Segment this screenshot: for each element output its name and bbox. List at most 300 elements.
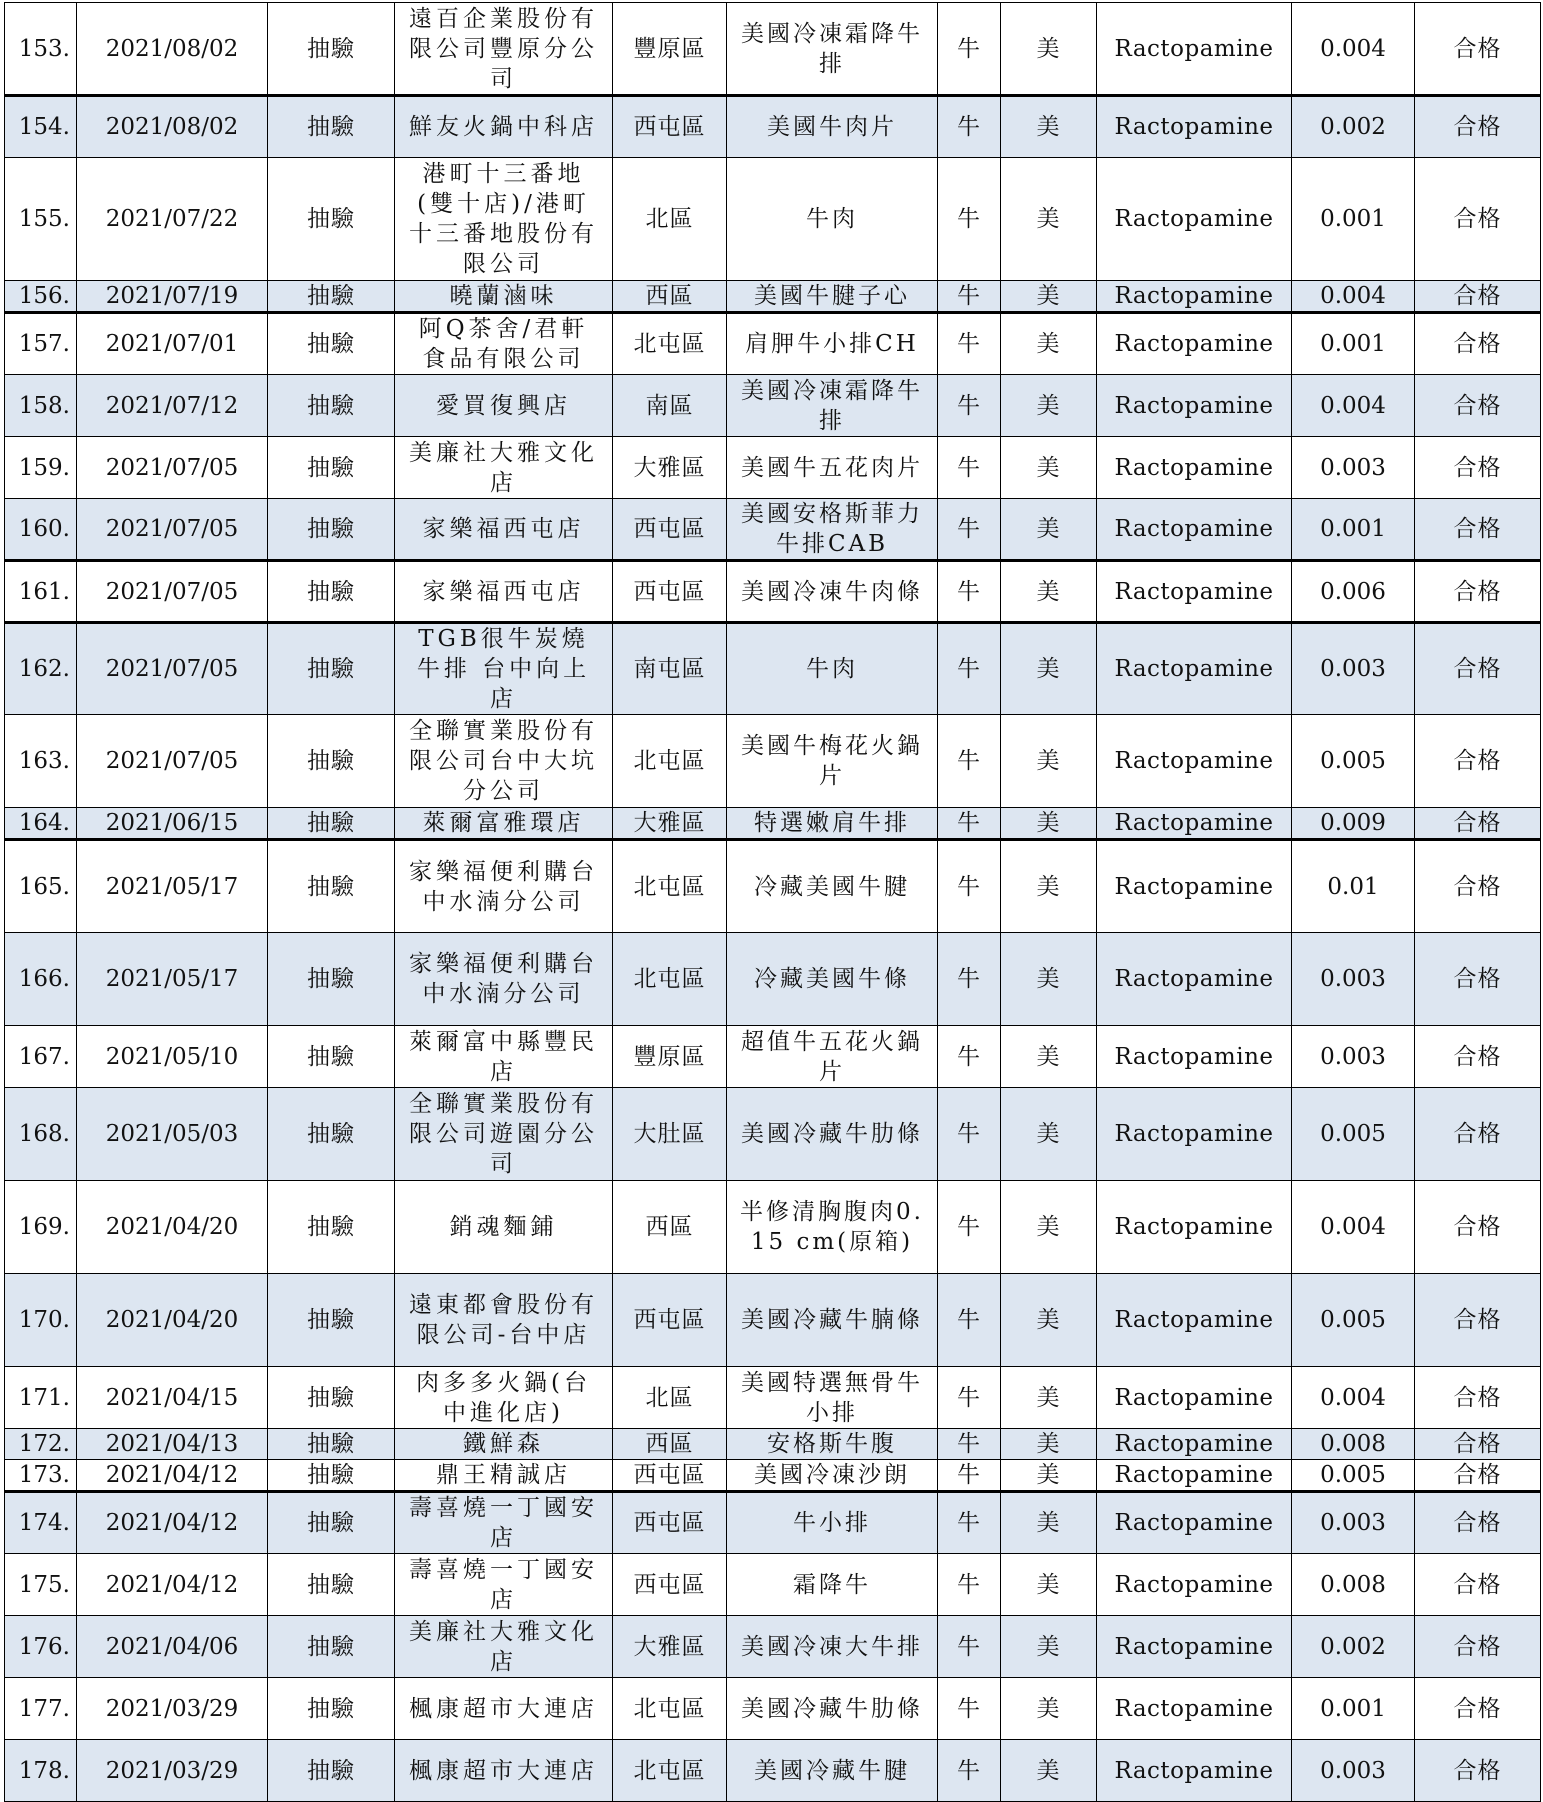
cell-test-result: 合格 (1415, 1367, 1541, 1429)
cell-district: 北屯區 (613, 933, 727, 1026)
cell-residue-value: 0.004 (1292, 375, 1415, 437)
cell-drug-tested: Ractopamine (1097, 3, 1292, 96)
cell-product-name: 牛小排 (727, 1492, 938, 1554)
cell-test-result: 合格 (1415, 1460, 1541, 1492)
table-row (5, 1429, 1541, 1460)
cell-meat-category: 牛 (938, 1367, 1001, 1429)
cell-row-number: 153. (5, 3, 77, 96)
cell-row-number: 156. (5, 281, 77, 313)
cell-meat-category: 牛 (938, 1181, 1001, 1274)
cell-inspection-type: 抽驗 (268, 623, 395, 715)
cell-drug-tested: Ractopamine (1097, 1554, 1292, 1616)
cell-product-name: 牛肉 (727, 158, 938, 281)
cell-inspection-date: 2021/05/10 (77, 1026, 268, 1088)
cell-meat-category: 牛 (938, 1554, 1001, 1616)
cell-residue-value: 0.005 (1292, 715, 1415, 808)
cell-district: 大雅區 (613, 808, 727, 840)
cell-meat-category: 牛 (938, 3, 1001, 96)
cell-meat-category: 牛 (938, 561, 1001, 623)
cell-product-name: 美國冷藏牛腱 (727, 1740, 938, 1802)
cell-drug-tested: Ractopamine (1097, 808, 1292, 840)
cell-test-result: 合格 (1415, 840, 1541, 933)
cell-test-result: 合格 (1415, 1181, 1541, 1274)
cell-inspection-type: 抽驗 (268, 499, 395, 561)
cell-district: 西屯區 (613, 1460, 727, 1492)
cell-inspection-type: 抽驗 (268, 437, 395, 499)
cell-drug-tested: Ractopamine (1097, 1740, 1292, 1802)
cell-drug-tested: Ractopamine (1097, 1429, 1292, 1460)
cell-test-result: 合格 (1415, 561, 1541, 623)
cell-vendor-name: 阿Q茶舍/君軒食品有限公司 (395, 313, 613, 375)
cell-origin-country: 美 (1001, 1026, 1097, 1088)
cell-test-result: 合格 (1415, 1088, 1541, 1181)
cell-vendor-name: 遠東都會股份有限公司-台中店 (395, 1274, 613, 1367)
cell-row-number: 176. (5, 1616, 77, 1678)
table-row (5, 1088, 1541, 1181)
table-row (5, 1460, 1541, 1492)
cell-meat-category: 牛 (938, 281, 1001, 313)
cell-meat-category: 牛 (938, 499, 1001, 561)
cell-inspection-date: 2021/07/05 (77, 623, 268, 715)
cell-district: 豐原區 (613, 1026, 727, 1088)
cell-product-name: 美國特選無骨牛小排 (727, 1367, 938, 1429)
cell-origin-country: 美 (1001, 1492, 1097, 1554)
table-row (5, 1616, 1541, 1678)
cell-inspection-date: 2021/07/05 (77, 561, 268, 623)
table-row (5, 1181, 1541, 1274)
cell-test-result: 合格 (1415, 1678, 1541, 1740)
cell-vendor-name: 壽喜燒一丁國安店 (395, 1492, 613, 1554)
cell-inspection-date: 2021/05/03 (77, 1088, 268, 1181)
cell-row-number: 166. (5, 933, 77, 1026)
table-row (5, 1678, 1541, 1740)
cell-test-result: 合格 (1415, 437, 1541, 499)
cell-district: 西屯區 (613, 561, 727, 623)
cell-test-result: 合格 (1415, 499, 1541, 561)
cell-vendor-name: 愛買復興店 (395, 375, 613, 437)
cell-test-result: 合格 (1415, 1429, 1541, 1460)
cell-row-number: 167. (5, 1026, 77, 1088)
cell-inspection-date: 2021/05/17 (77, 840, 268, 933)
cell-residue-value: 0.003 (1292, 1026, 1415, 1088)
cell-vendor-name: 家樂福西屯店 (395, 561, 613, 623)
cell-meat-category: 牛 (938, 1740, 1001, 1802)
cell-origin-country: 美 (1001, 3, 1097, 96)
cell-product-name: 美國牛肉片 (727, 96, 938, 158)
cell-origin-country: 美 (1001, 1460, 1097, 1492)
cell-row-number: 161. (5, 561, 77, 623)
cell-product-name: 超值牛五花火鍋片 (727, 1026, 938, 1088)
cell-inspection-date: 2021/04/12 (77, 1554, 268, 1616)
cell-origin-country: 美 (1001, 1616, 1097, 1678)
cell-origin-country: 美 (1001, 437, 1097, 499)
table-row (5, 623, 1541, 715)
cell-meat-category: 牛 (938, 933, 1001, 1026)
cell-test-result: 合格 (1415, 375, 1541, 437)
cell-inspection-date: 2021/03/29 (77, 1740, 268, 1802)
cell-district: 北屯區 (613, 1678, 727, 1740)
cell-residue-value: 0.005 (1292, 1088, 1415, 1181)
cell-product-name: 美國冷藏牛腩條 (727, 1274, 938, 1367)
cell-product-name: 特選嫩肩牛排 (727, 808, 938, 840)
cell-residue-value: 0.008 (1292, 1429, 1415, 1460)
cell-row-number: 173. (5, 1460, 77, 1492)
cell-meat-category: 牛 (938, 1616, 1001, 1678)
cell-row-number: 164. (5, 808, 77, 840)
table-row (5, 96, 1541, 158)
cell-meat-category: 牛 (938, 1678, 1001, 1740)
cell-drug-tested: Ractopamine (1097, 437, 1292, 499)
cell-drug-tested: Ractopamine (1097, 375, 1292, 437)
cell-test-result: 合格 (1415, 281, 1541, 313)
cell-vendor-name: 萊爾富中縣豐民店 (395, 1026, 613, 1088)
cell-drug-tested: Ractopamine (1097, 561, 1292, 623)
cell-district: 西屯區 (613, 1274, 727, 1367)
cell-inspection-type: 抽驗 (268, 1678, 395, 1740)
cell-row-number: 159. (5, 437, 77, 499)
cell-meat-category: 牛 (938, 313, 1001, 375)
cell-residue-value: 0.002 (1292, 96, 1415, 158)
cell-product-name: 美國牛腱子心 (727, 281, 938, 313)
cell-district: 南區 (613, 375, 727, 437)
table-row (5, 840, 1541, 933)
cell-row-number: 168. (5, 1088, 77, 1181)
cell-row-number: 174. (5, 1492, 77, 1554)
cell-inspection-type: 抽驗 (268, 1088, 395, 1181)
cell-vendor-name: 楓康超市大連店 (395, 1678, 613, 1740)
cell-drug-tested: Ractopamine (1097, 313, 1292, 375)
cell-test-result: 合格 (1415, 3, 1541, 96)
cell-origin-country: 美 (1001, 561, 1097, 623)
cell-meat-category: 牛 (938, 1026, 1001, 1088)
cell-inspection-date: 2021/07/05 (77, 715, 268, 808)
cell-product-name: 美國冷凍霜降牛排 (727, 375, 938, 437)
cell-district: 豐原區 (613, 3, 727, 96)
cell-district: 西區 (613, 1429, 727, 1460)
cell-drug-tested: Ractopamine (1097, 499, 1292, 561)
cell-inspection-date: 2021/07/05 (77, 437, 268, 499)
cell-district: 北屯區 (613, 1740, 727, 1802)
cell-inspection-type: 抽驗 (268, 1367, 395, 1429)
cell-test-result: 合格 (1415, 158, 1541, 281)
cell-vendor-name: 家樂福便利購台中水湳分公司 (395, 933, 613, 1026)
cell-row-number: 163. (5, 715, 77, 808)
cell-origin-country: 美 (1001, 715, 1097, 808)
cell-residue-value: 0.004 (1292, 1367, 1415, 1429)
cell-inspection-type: 抽驗 (268, 1026, 395, 1088)
cell-row-number: 177. (5, 1678, 77, 1740)
cell-meat-category: 牛 (938, 1429, 1001, 1460)
cell-residue-value: 0.003 (1292, 933, 1415, 1026)
table-row (5, 499, 1541, 561)
cell-inspection-type: 抽驗 (268, 313, 395, 375)
cell-drug-tested: Ractopamine (1097, 1460, 1292, 1492)
table-row (5, 1026, 1541, 1088)
cell-inspection-type: 抽驗 (268, 840, 395, 933)
cell-inspection-type: 抽驗 (268, 1274, 395, 1367)
table-row (5, 437, 1541, 499)
cell-inspection-type: 抽驗 (268, 561, 395, 623)
table-row (5, 808, 1541, 840)
cell-district: 西屯區 (613, 96, 727, 158)
cell-meat-category: 牛 (938, 375, 1001, 437)
cell-vendor-name: 家樂福便利購台中水湳分公司 (395, 840, 613, 933)
cell-residue-value: 0.001 (1292, 1678, 1415, 1740)
cell-inspection-type: 抽驗 (268, 1492, 395, 1554)
cell-vendor-name: 楓康超市大連店 (395, 1740, 613, 1802)
cell-residue-value: 0.004 (1292, 281, 1415, 313)
cell-product-name: 美國冷凍大牛排 (727, 1616, 938, 1678)
cell-vendor-name: 遠百企業股份有限公司豐原分公司 (395, 3, 613, 96)
cell-residue-value: 0.001 (1292, 313, 1415, 375)
cell-inspection-type: 抽驗 (268, 1740, 395, 1802)
cell-product-name: 半修清胸腹肉0.15 cm(原箱) (727, 1181, 938, 1274)
cell-origin-country: 美 (1001, 1554, 1097, 1616)
cell-product-name: 肩胛牛小排CH (727, 313, 938, 375)
cell-residue-value: 0.001 (1292, 499, 1415, 561)
cell-test-result: 合格 (1415, 1274, 1541, 1367)
cell-inspection-type: 抽驗 (268, 933, 395, 1026)
cell-inspection-type: 抽驗 (268, 375, 395, 437)
cell-drug-tested: Ractopamine (1097, 623, 1292, 715)
cell-product-name: 美國冷藏牛肋條 (727, 1678, 938, 1740)
cell-vendor-name: 家樂福西屯店 (395, 499, 613, 561)
cell-test-result: 合格 (1415, 623, 1541, 715)
cell-row-number: 160. (5, 499, 77, 561)
cell-drug-tested: Ractopamine (1097, 158, 1292, 281)
cell-test-result: 合格 (1415, 1026, 1541, 1088)
cell-district: 西區 (613, 281, 727, 313)
cell-meat-category: 牛 (938, 437, 1001, 499)
cell-product-name: 美國冷凍沙朗 (727, 1460, 938, 1492)
cell-inspection-date: 2021/04/13 (77, 1429, 268, 1460)
table-row (5, 375, 1541, 437)
cell-inspection-date: 2021/04/20 (77, 1181, 268, 1274)
cell-vendor-name: 曉蘭滷味 (395, 281, 613, 313)
cell-row-number: 154. (5, 96, 77, 158)
cell-test-result: 合格 (1415, 313, 1541, 375)
cell-drug-tested: Ractopamine (1097, 1367, 1292, 1429)
cell-meat-category: 牛 (938, 715, 1001, 808)
cell-inspection-date: 2021/08/02 (77, 96, 268, 158)
cell-test-result: 合格 (1415, 1740, 1541, 1802)
cell-row-number: 155. (5, 158, 77, 281)
cell-vendor-name: 銷魂麵鋪 (395, 1181, 613, 1274)
cell-drug-tested: Ractopamine (1097, 715, 1292, 808)
cell-inspection-type: 抽驗 (268, 158, 395, 281)
cell-drug-tested: Ractopamine (1097, 1616, 1292, 1678)
cell-meat-category: 牛 (938, 1274, 1001, 1367)
cell-vendor-name: 壽喜燒一丁國安店 (395, 1554, 613, 1616)
cell-inspection-date: 2021/08/02 (77, 3, 268, 96)
cell-row-number: 162. (5, 623, 77, 715)
cell-residue-value: 0.006 (1292, 561, 1415, 623)
cell-meat-category: 牛 (938, 1088, 1001, 1181)
cell-inspection-date: 2021/05/17 (77, 933, 268, 1026)
cell-vendor-name: 鮮友火鍋中科店 (395, 96, 613, 158)
cell-product-name: 美國冷藏牛肋條 (727, 1088, 938, 1181)
cell-vendor-name: 肉多多火鍋(台中進化店) (395, 1367, 613, 1429)
table-row (5, 715, 1541, 808)
table-row (5, 561, 1541, 623)
cell-inspection-type: 抽驗 (268, 808, 395, 840)
cell-origin-country: 美 (1001, 499, 1097, 561)
cell-test-result: 合格 (1415, 933, 1541, 1026)
cell-drug-tested: Ractopamine (1097, 1274, 1292, 1367)
cell-district: 西區 (613, 1181, 727, 1274)
cell-origin-country: 美 (1001, 375, 1097, 437)
cell-inspection-type: 抽驗 (268, 3, 395, 96)
cell-origin-country: 美 (1001, 1367, 1097, 1429)
table-row (5, 158, 1541, 281)
cell-origin-country: 美 (1001, 1181, 1097, 1274)
cell-origin-country: 美 (1001, 1088, 1097, 1181)
cell-origin-country: 美 (1001, 281, 1097, 313)
cell-origin-country: 美 (1001, 158, 1097, 281)
cell-origin-country: 美 (1001, 1429, 1097, 1460)
table-row (5, 1740, 1541, 1802)
cell-drug-tested: Ractopamine (1097, 96, 1292, 158)
cell-product-name: 美國安格斯菲力牛排CAB (727, 499, 938, 561)
cell-row-number: 158. (5, 375, 77, 437)
cell-meat-category: 牛 (938, 1492, 1001, 1554)
cell-district: 大雅區 (613, 1616, 727, 1678)
cell-vendor-name: 全聯實業股份有限公司台中大坑分公司 (395, 715, 613, 808)
cell-district: 北屯區 (613, 313, 727, 375)
cell-inspection-date: 2021/07/19 (77, 281, 268, 313)
cell-inspection-date: 2021/03/29 (77, 1678, 268, 1740)
cell-meat-category: 牛 (938, 158, 1001, 281)
table-row (5, 3, 1541, 96)
cell-residue-value: 0.008 (1292, 1554, 1415, 1616)
cell-product-name: 冷藏美國牛條 (727, 933, 938, 1026)
table-row (5, 1554, 1541, 1616)
cell-residue-value: 0.005 (1292, 1274, 1415, 1367)
cell-inspection-date: 2021/04/20 (77, 1274, 268, 1367)
cell-residue-value: 0.001 (1292, 158, 1415, 281)
cell-inspection-date: 2021/04/06 (77, 1616, 268, 1678)
cell-drug-tested: Ractopamine (1097, 1181, 1292, 1274)
cell-origin-country: 美 (1001, 1678, 1097, 1740)
cell-district: 北區 (613, 158, 727, 281)
cell-inspection-type: 抽驗 (268, 1429, 395, 1460)
cell-district: 南屯區 (613, 623, 727, 715)
cell-vendor-name: 美廉社大雅文化店 (395, 1616, 613, 1678)
cell-meat-category: 牛 (938, 808, 1001, 840)
cell-district: 西屯區 (613, 1492, 727, 1554)
cell-product-name: 霜降牛 (727, 1554, 938, 1616)
cell-row-number: 169. (5, 1181, 77, 1274)
cell-row-number: 171. (5, 1367, 77, 1429)
cell-origin-country: 美 (1001, 933, 1097, 1026)
cell-drug-tested: Ractopamine (1097, 1088, 1292, 1181)
cell-origin-country: 美 (1001, 1740, 1097, 1802)
cell-inspection-date: 2021/07/22 (77, 158, 268, 281)
cell-test-result: 合格 (1415, 1492, 1541, 1554)
cell-inspection-type: 抽驗 (268, 715, 395, 808)
cell-product-name: 美國冷凍牛肉條 (727, 561, 938, 623)
table-row (5, 1492, 1541, 1554)
cell-inspection-date: 2021/07/05 (77, 499, 268, 561)
cell-drug-tested: Ractopamine (1097, 1026, 1292, 1088)
cell-district: 大肚區 (613, 1088, 727, 1181)
cell-inspection-type: 抽驗 (268, 1616, 395, 1678)
cell-district: 北屯區 (613, 840, 727, 933)
cell-district: 北屯區 (613, 715, 727, 808)
table-row (5, 1274, 1541, 1367)
cell-product-name: 安格斯牛腹 (727, 1429, 938, 1460)
cell-inspection-date: 2021/07/01 (77, 313, 268, 375)
cell-drug-tested: Ractopamine (1097, 281, 1292, 313)
cell-row-number: 165. (5, 840, 77, 933)
cell-district: 西屯區 (613, 1554, 727, 1616)
cell-product-name: 牛肉 (727, 623, 938, 715)
cell-vendor-name: 美廉社大雅文化店 (395, 437, 613, 499)
table-row (5, 933, 1541, 1026)
cell-origin-country: 美 (1001, 1274, 1097, 1367)
cell-vendor-name: 港町十三番地(雙十店)/港町十三番地股份有限公司 (395, 158, 613, 281)
cell-origin-country: 美 (1001, 313, 1097, 375)
cell-drug-tested: Ractopamine (1097, 1678, 1292, 1740)
cell-row-number: 175. (5, 1554, 77, 1616)
cell-product-name: 美國牛五花肉片 (727, 437, 938, 499)
cell-inspection-date: 2021/04/12 (77, 1492, 268, 1554)
cell-district: 西屯區 (613, 499, 727, 561)
cell-row-number: 170. (5, 1274, 77, 1367)
cell-origin-country: 美 (1001, 840, 1097, 933)
cell-vendor-name: 鐵鮮森 (395, 1429, 613, 1460)
cell-origin-country: 美 (1001, 623, 1097, 715)
cell-inspection-type: 抽驗 (268, 1181, 395, 1274)
cell-drug-tested: Ractopamine (1097, 933, 1292, 1026)
cell-residue-value: 0.002 (1292, 1616, 1415, 1678)
cell-product-name: 美國牛梅花火鍋片 (727, 715, 938, 808)
cell-inspection-date: 2021/07/12 (77, 375, 268, 437)
cell-residue-value: 0.005 (1292, 1460, 1415, 1492)
cell-meat-category: 牛 (938, 623, 1001, 715)
cell-product-name: 美國冷凍霜降牛排 (727, 3, 938, 96)
cell-residue-value: 0.004 (1292, 1181, 1415, 1274)
cell-origin-country: 美 (1001, 808, 1097, 840)
cell-drug-tested: Ractopamine (1097, 1492, 1292, 1554)
cell-residue-value: 0.003 (1292, 623, 1415, 715)
cell-test-result: 合格 (1415, 715, 1541, 808)
cell-district: 北區 (613, 1367, 727, 1429)
cell-test-result: 合格 (1415, 96, 1541, 158)
cell-vendor-name: 萊爾富雅環店 (395, 808, 613, 840)
cell-inspection-date: 2021/04/15 (77, 1367, 268, 1429)
cell-residue-value: 0.01 (1292, 840, 1415, 933)
cell-vendor-name: 鼎王精誠店 (395, 1460, 613, 1492)
cell-residue-value: 0.003 (1292, 437, 1415, 499)
cell-test-result: 合格 (1415, 808, 1541, 840)
cell-inspection-type: 抽驗 (268, 1460, 395, 1492)
table-row (5, 281, 1541, 313)
cell-inspection-date: 2021/06/15 (77, 808, 268, 840)
table-body (5, 3, 1541, 1802)
cell-meat-category: 牛 (938, 96, 1001, 158)
cell-inspection-type: 抽驗 (268, 96, 395, 158)
cell-inspection-date: 2021/04/12 (77, 1460, 268, 1492)
cell-meat-category: 牛 (938, 840, 1001, 933)
cell-row-number: 178. (5, 1740, 77, 1802)
table-row (5, 1367, 1541, 1429)
cell-vendor-name: 全聯實業股份有限公司遊園分公司 (395, 1088, 613, 1181)
cell-residue-value: 0.004 (1292, 3, 1415, 96)
cell-test-result: 合格 (1415, 1554, 1541, 1616)
cell-product-name: 冷藏美國牛腱 (727, 840, 938, 933)
cell-inspection-type: 抽驗 (268, 1554, 395, 1616)
